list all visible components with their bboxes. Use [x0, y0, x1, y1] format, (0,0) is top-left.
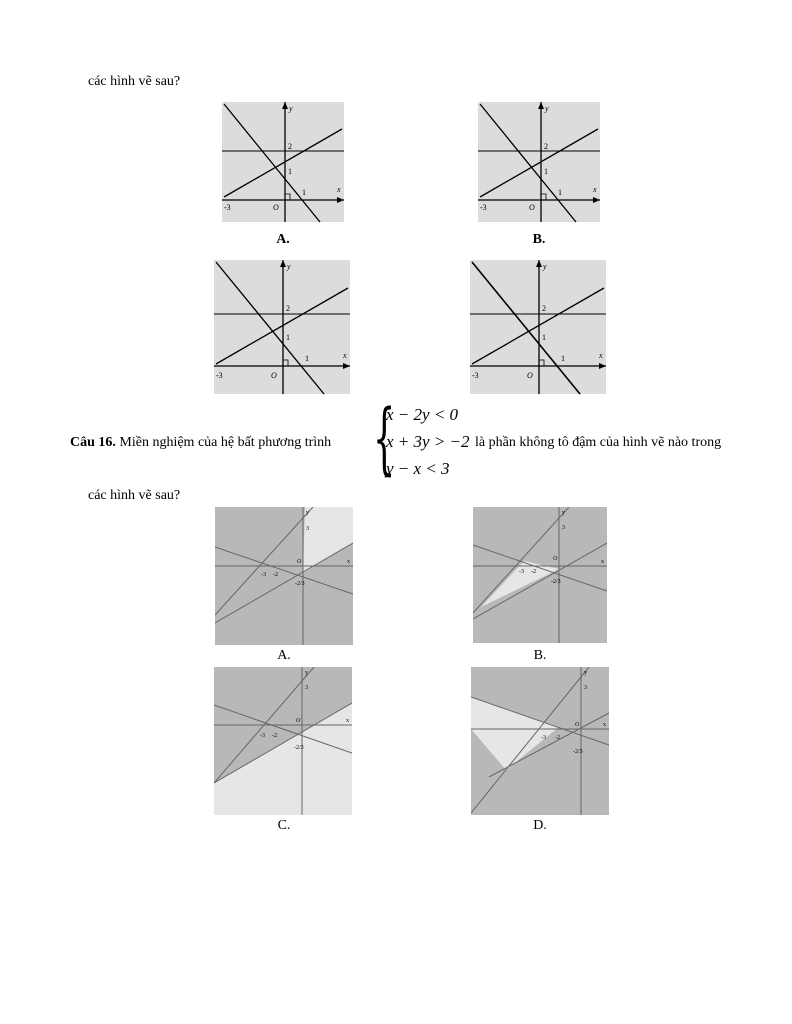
- axis-y: y: [287, 262, 291, 271]
- system-brace: {: [373, 394, 396, 484]
- tick-m2: -2: [272, 733, 277, 739]
- axis-y: y: [289, 104, 293, 113]
- q16-label-a: A.: [277, 648, 291, 663]
- q16-label-d: D.: [533, 818, 547, 833]
- axis-x: x: [593, 185, 597, 194]
- q16-figure-d: [471, 667, 609, 815]
- intro-top: các hình vẽ sau?: [88, 74, 181, 89]
- tick-m2: -2: [273, 572, 278, 578]
- tick-1: 1: [286, 333, 290, 342]
- origin: O: [529, 203, 535, 212]
- tick-x1: 1: [302, 188, 306, 197]
- origin: O: [297, 559, 302, 565]
- axis-x: x: [343, 351, 347, 360]
- question-16-tail: là phần không tô đậm của hình vẽ nào trong: [475, 435, 722, 450]
- tick-m3: -3: [519, 569, 524, 575]
- axis-y: y: [305, 670, 308, 676]
- equation-2: x + 3y > −2: [386, 432, 470, 451]
- tick-m3: -3: [216, 371, 223, 380]
- tick-m3: -3: [480, 203, 487, 212]
- tick-m3: -3: [541, 735, 546, 741]
- tick-m23: -2/3: [294, 745, 304, 751]
- q15-figure-b: [478, 102, 600, 224]
- origin: O: [296, 718, 301, 724]
- tick-m23: -2/3: [295, 581, 305, 587]
- axis-y: y: [584, 670, 587, 676]
- q15-label-b: B.: [532, 232, 546, 247]
- equation-1: x − 2y < 0: [386, 405, 459, 424]
- graph-shape: [478, 102, 600, 222]
- graph-shape: [470, 260, 606, 394]
- axis-x: x: [601, 559, 604, 565]
- tick-m3: -3: [261, 572, 266, 578]
- q16-figure-c: [214, 667, 352, 815]
- tick-x1: 1: [558, 188, 562, 197]
- question-number: Câu 16.: [70, 435, 116, 450]
- tick-2: 2: [288, 142, 292, 151]
- tick-1: 1: [288, 167, 292, 176]
- question-16-lead: [70, 435, 331, 451]
- graph-shape: [222, 102, 344, 222]
- tick-2: 2: [542, 304, 546, 313]
- tick-x1: 1: [305, 354, 309, 363]
- axis-x: x: [346, 718, 349, 724]
- tick-1: 1: [544, 167, 548, 176]
- tick-x1: 1: [561, 354, 565, 363]
- question-text: Miền nghiệm của hệ bất phương trình: [119, 435, 332, 450]
- tick-m3: -3: [472, 371, 479, 380]
- tick-2: 2: [544, 142, 548, 151]
- tick-3: 3: [562, 525, 565, 531]
- tick-3: 3: [306, 526, 309, 532]
- intro-q16: các hình vẽ sau?: [88, 488, 181, 503]
- axis-x: x: [603, 722, 606, 728]
- origin: O: [575, 722, 580, 728]
- axis-x: x: [599, 351, 603, 360]
- tick-m23: -2/3: [551, 579, 561, 585]
- equation-3: y − x < 3: [386, 459, 450, 478]
- axis-y: y: [562, 510, 565, 516]
- axis-y: y: [545, 104, 549, 113]
- q16-label-b: B.: [533, 648, 547, 663]
- tick-2: 2: [286, 304, 290, 313]
- origin: O: [273, 203, 279, 212]
- origin: O: [527, 371, 533, 380]
- q16-figure-b: [473, 507, 607, 643]
- graph-shape: [214, 260, 350, 394]
- tick-m3: -3: [260, 733, 265, 739]
- inequality-system: [373, 394, 473, 484]
- tick-m3: -3: [224, 203, 231, 212]
- q15-figure-a: [222, 102, 344, 224]
- axis-y: y: [306, 510, 309, 516]
- tick-1: 1: [542, 333, 546, 342]
- tick-3: 3: [584, 685, 587, 691]
- origin: O: [553, 556, 558, 562]
- axis-x: x: [347, 559, 350, 565]
- q16-figure-a: [215, 507, 353, 645]
- q15-label-a: A.: [276, 232, 290, 247]
- q16-label-c: C.: [277, 818, 291, 833]
- q15-figure-d: [470, 260, 606, 396]
- tick-m2: -2: [555, 735, 560, 741]
- tick-m23: -2/3: [573, 749, 583, 755]
- q15-figure-c: [214, 260, 350, 396]
- tick-3: 3: [305, 685, 308, 691]
- tick-m2: -2: [531, 569, 536, 575]
- origin: O: [271, 371, 277, 380]
- axis-y: y: [543, 262, 547, 271]
- axis-x: x: [337, 185, 341, 194]
